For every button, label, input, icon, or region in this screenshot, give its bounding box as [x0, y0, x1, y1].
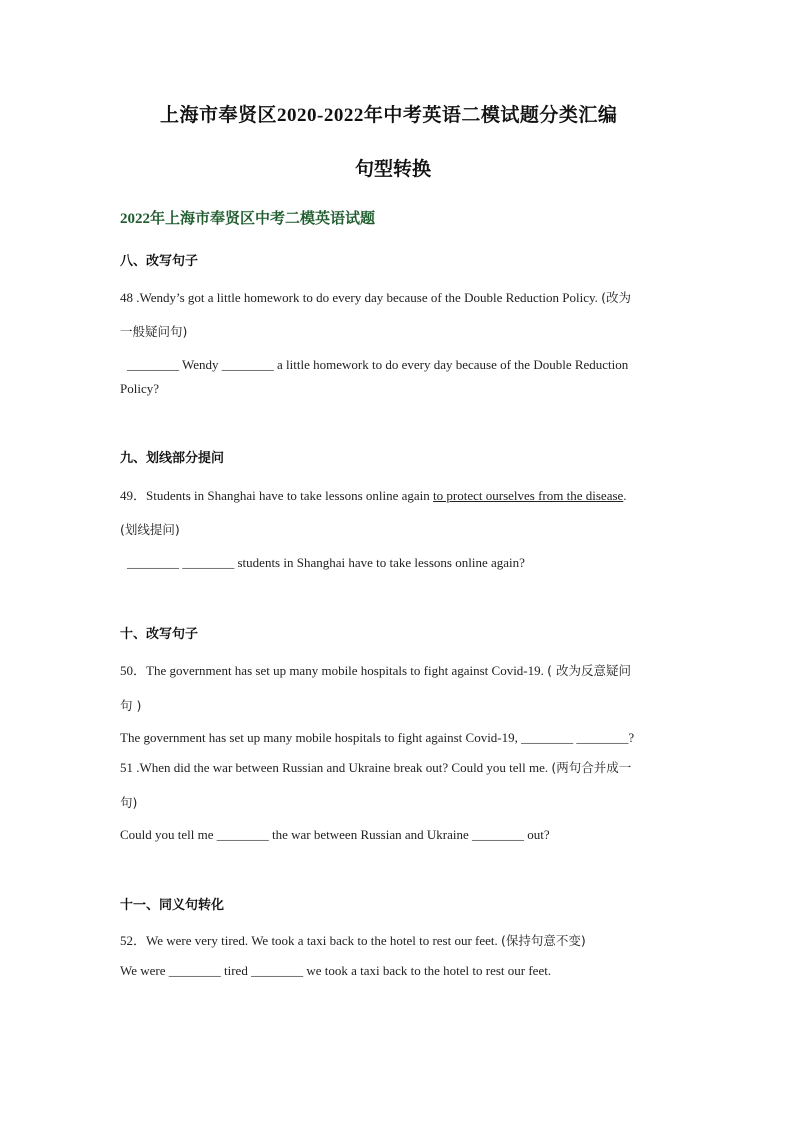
- question-49-underlined: to protect ourselves from the disease: [433, 488, 624, 503]
- part-10-heading: 十、改写句子: [120, 627, 199, 642]
- question-52-line-1: [120, 930, 586, 949]
- question-51-instruction: (两句合并成一: [551, 760, 632, 775]
- document-subtitle: 句型转换: [355, 159, 432, 180]
- question-49-answer-line: ________ ________ students in Shanghai have to take lessons online again?: [127, 555, 525, 570]
- part-9-heading: 九、划线部分提问: [120, 451, 225, 466]
- question-51-line-1: [120, 758, 631, 776]
- question-51-instruction-cont: 句): [120, 795, 138, 810]
- question-48-answer-line: ________ Wendy ________ a little homework to do every day because of the Double Reduction: [127, 357, 629, 372]
- question-49-text: 49．Students in Shanghai have to take lessons online again: [120, 488, 434, 503]
- question-52-answer-line: We were ________ tired ________ we took a taxi back to the hotel to rest our feet.: [120, 963, 552, 978]
- question-48-instruction: (改为: [601, 290, 632, 305]
- question-48-instruction-cont: 一般疑问句): [120, 324, 188, 339]
- question-50-instruction: ( 改为反意疑问: [547, 663, 631, 678]
- part-11-heading: 十一、同义句转化: [120, 898, 225, 913]
- question-49-instruction: (划线提问): [120, 522, 180, 537]
- document-title: 上海市奉贤区2020-2022年中考英语二模试题分类汇编: [160, 105, 618, 126]
- question-51-answer-line: Could you tell me ________ the war between Russian and Ukraine ________ out?: [120, 827, 550, 842]
- question-49-line-1: [120, 485, 627, 504]
- question-49-end: .: [623, 488, 627, 503]
- question-51-text: 51 .When did the war between Russian and Ukraine break out? Could you tell me.: [120, 760, 552, 775]
- section-title: 2022年上海市奉贤区中考二模英语试题: [120, 211, 376, 227]
- question-52-instruction: (保持句意不变): [501, 933, 586, 948]
- question-48-answer-cont: Policy?: [120, 381, 159, 396]
- question-50-text: 50．The government has set up many mobile hospitals to fight against Covid-19.: [120, 663, 548, 678]
- question-52-text: 52．We were very tired. We took a taxi back to the hotel to rest our feet.: [120, 933, 502, 948]
- part-8-heading: 八、改写句子: [120, 254, 199, 269]
- question-48-line-1: [120, 288, 631, 306]
- question-50-line-1: [120, 660, 631, 679]
- question-48-text: 48 .Wendy’s got a little homework to do every day because of the Double Reduction Policy.: [120, 290, 602, 305]
- question-50-instruction-cont: 句 ): [120, 698, 142, 713]
- question-50-answer-line: The government has set up many mobile hospitals to fight against Covid-19, ________ ________?: [120, 730, 635, 745]
